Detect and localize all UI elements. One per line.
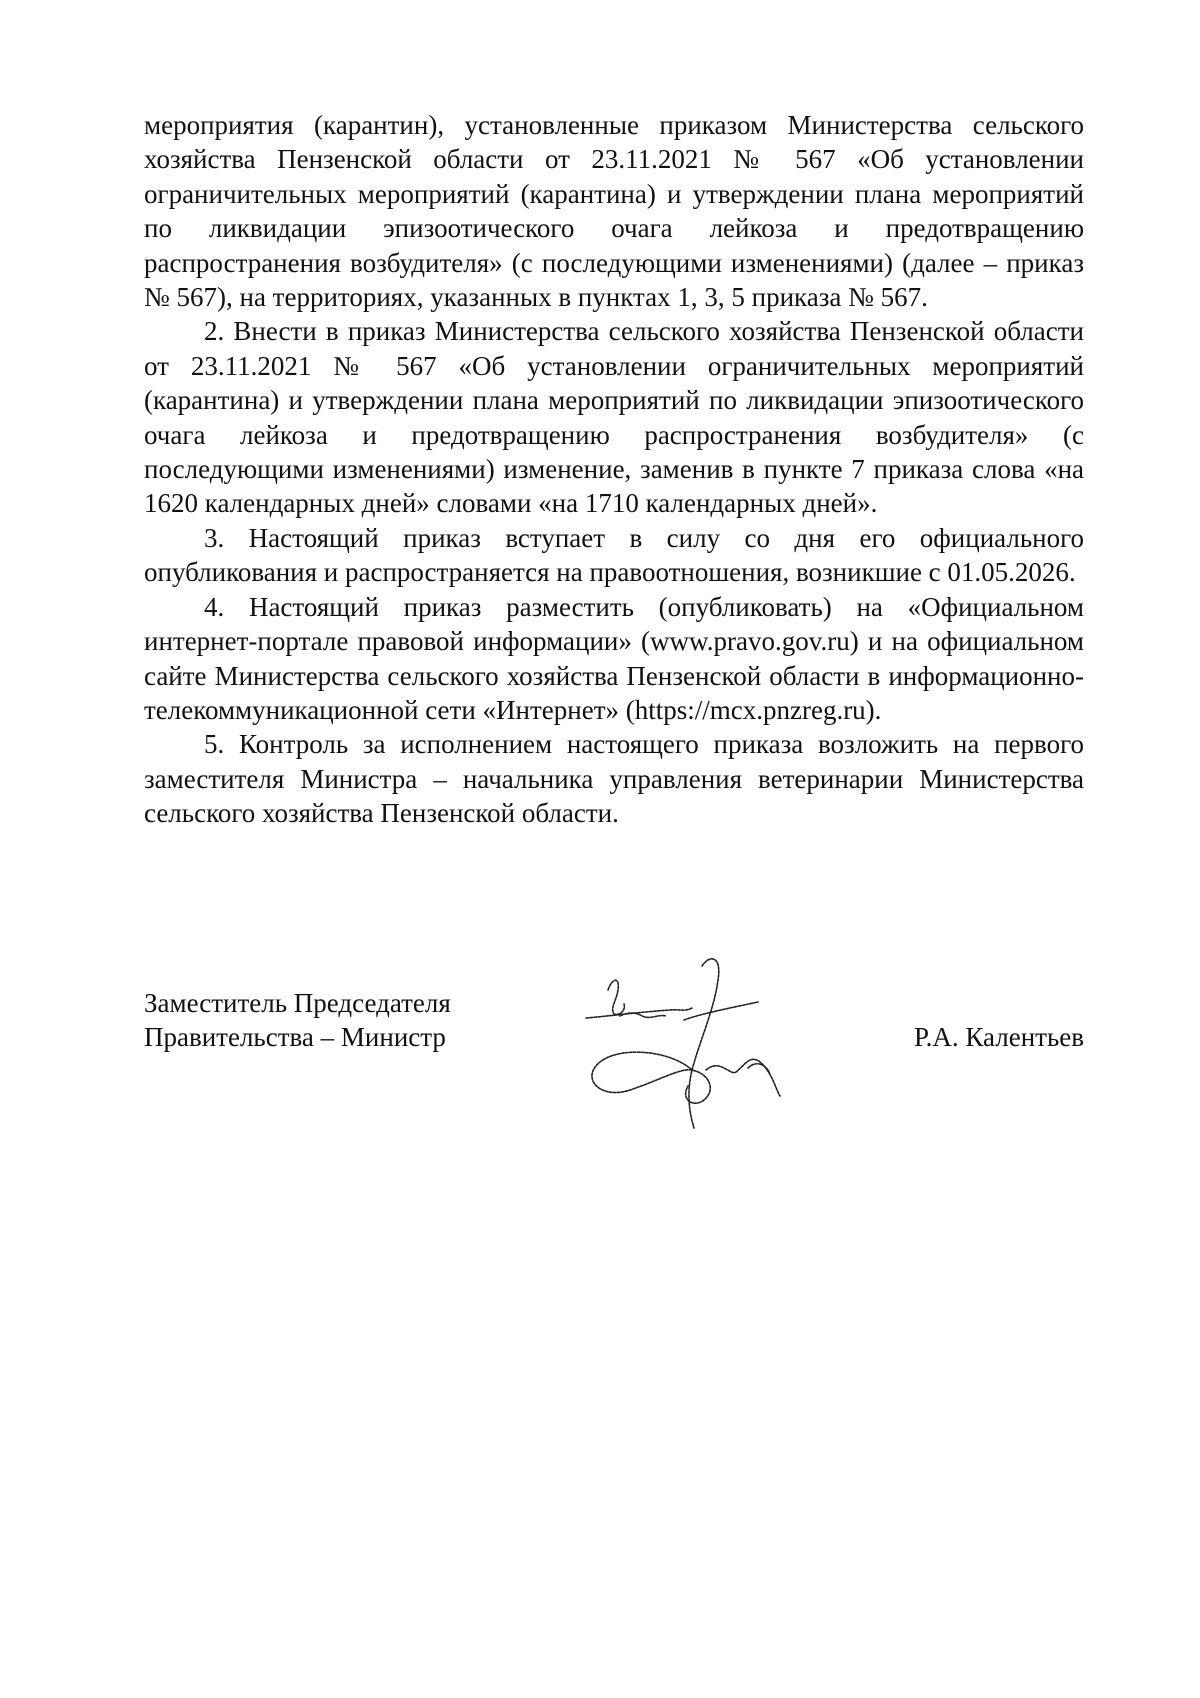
document-body: [144, 108, 1084, 831]
paragraph-item-2: 2. Внести в приказ Министерства сельского хозяйства Пензенской области от 23.11.2021 № 567 «Об установлении ограничительных мероприятий (карантина) и утверждении плана мероприятий по ликвидации эпизоотического очага лейкоза и предотвращению распространения возбудителя» (с последующими изменениями) изменение, заменив в пункте 7 приказа слова «на 1620 календарных дней» словами «на 1710 календарных дней».: [144, 316, 1084, 519]
paragraph-item-3: 3. Настоящий приказ вступает в силу со дня его официального опубликования и распространяется на правоотношения, возникшие с 01.05.2026.: [144, 522, 1084, 588]
paragraph-continuation: мероприятия (карантин), установленные приказом Министерства сельского хозяйства Пензенской области от 23.11.2021 № 567 «Об установлении ограничительных мероприятий (карантина) и утверждении плана мероприятий по ликвидации эпизоотического очага лейкоза и предотвращению распространения возбудителя» (с последующими изменениями) (далее – приказ № 567), на территориях, указанных в пунктах 1, 3, 5 приказа № 567.: [144, 110, 1084, 313]
signatory-position-line-2: Правительства – Министр: [144, 1022, 446, 1053]
signatory-name: Р.А. Калентьев: [913, 1022, 1084, 1052]
signatory-position: [144, 986, 451, 1055]
signatory-position-line-1: Заместитель Председателя: [144, 988, 451, 1018]
paragraph-item-5: 5. Контроль за исполнением настоящего приказа возложить на первого заместителя Министра – начальника управления ветеринарии Министерства сельского хозяйства Пензенской области.: [144, 729, 1084, 829]
handwritten-signature: [580, 950, 830, 1130]
paragraph-item-4: 4. Настоящий приказ разместить (опубликовать) на «Официальном интернет-портале правовой информации» (www.pravo.gov.ru) и на официальном сайте Министерства сельского хозяйства Пензенской области в информационно-телекоммуникационной сети «Интернет» (https://mcx.pnzreg.ru).: [144, 591, 1084, 725]
